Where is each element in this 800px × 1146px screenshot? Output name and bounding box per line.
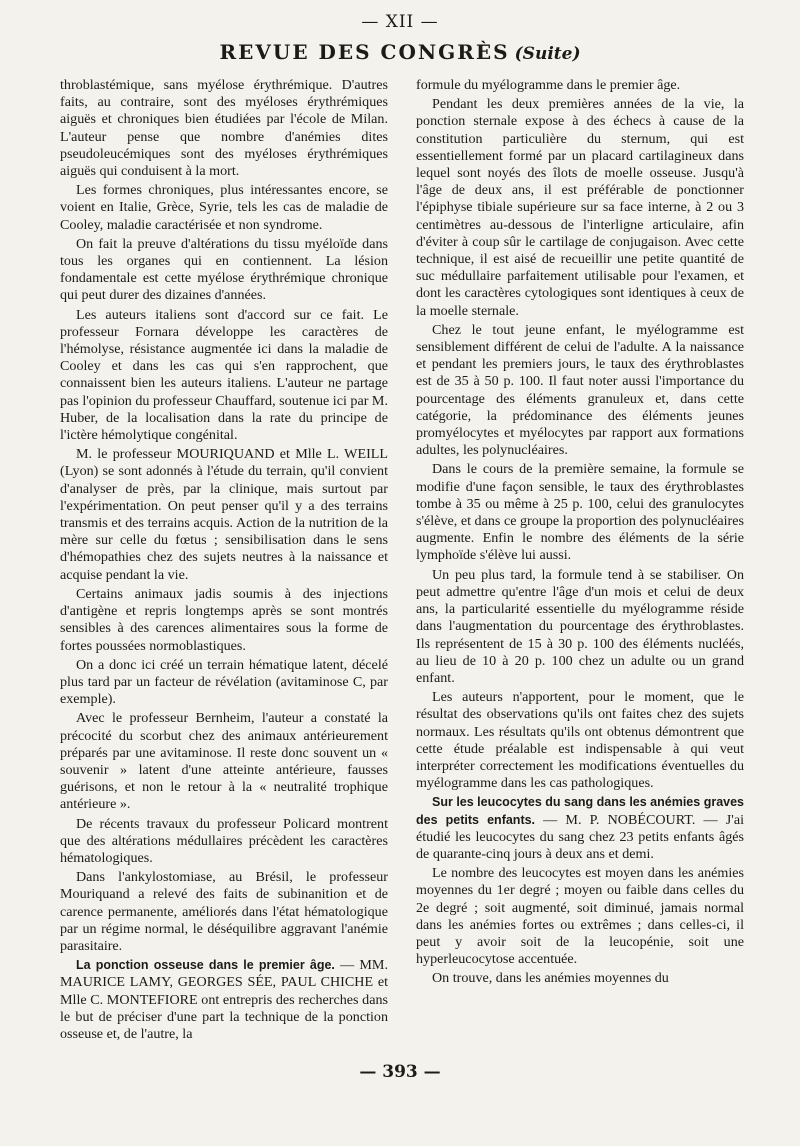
paragraph: Un peu plus tard, la formule tend à se stabiliser. On peut admettre qu'entre l'âge d'un mois et celui de deux ans, la particularité essentielle du myélogramme réside dans l'augmentation du pourcentage des érythroblastes. Ils représentent de 15 à 30 p. 100 des éléments nucléés, au lieu de 10 à 20 p. 100 chez un adulte ou un grand enfant.: [416, 566, 744, 686]
paragraph: Certains animaux jadis soumis à des injections d'antigène et repris longtemps après se sont montrés sensibles à des carences alimentaires sous la forme de fortes poussées normoblastiques.: [60, 585, 388, 654]
paragraph: Dans l'ankylostomiase, au Brésil, le professeur Mouriquand a relevé des faits de subinanition et de carence permanente, améliorés dans l'état hématologique par un régime normal, le déséquilibre aggravant l'anémie parasitaire.: [60, 869, 388, 954]
page-number: — 393 —: [359, 1062, 441, 1082]
paragraph: On a donc ici créé un terrain hématique latent, décelé plus tard par un facteur de révélation (avitaminose C, par exemple).: [60, 656, 388, 708]
paragraph: M. le professeur MOURIQUAND et Mlle L. WEILL (Lyon) se sont adonnés à l'étude du terrain, qu'il convient d'analyser de près, par la clinique, mais surtout par l'expérimentation. On peut penser qu'il y a des terrains transmis et des terrains acquis. Action de la nutrition de la mère sur celle du fœtus ; sensibilisation dans le sens d'hémopathies chez des sujets neutres à la naissance et acquise pendant la vie.: [60, 446, 388, 583]
paragraph: On trouve, dans les anémies moyennes du: [432, 970, 669, 987]
section-paragraph: La ponction osseuse dans le premier âge. — MM. MAURICE LAMY, GEORGES SÉE, PAUL CHICHE et Mlle C. MONTEFIORE ont entrepris des recherches dans le but de préciser d'une part la technique de la ponction osseuse et, de l'autre, la: [60, 957, 388, 1042]
paragraph: Avec le professeur Bernheim, l'auteur a constaté la précocité du scorbut chez des animaux antérieurement préparés par une avitaminose. Il reste donc souvent un « souvenir » latent d'une atteinte antérieure, fausses guérisons, et non le retour à la « neutralité trophique antérieure ».: [60, 710, 388, 813]
paragraph: Le nombre des leucocytes est moyen dans les anémies moyennes du 1er degré ; moyen ou faible dans celles du 2e degré ; soit augmenté, soit diminué, jamais normal dans les anémies fortes ou extrêmes ; dans celles-ci, il peut y avoir soit de la leucopénie, soit une hyperleucocytose accentuée.: [416, 865, 744, 968]
paragraph: formule du myélogramme dans le premier âge.: [416, 77, 681, 93]
paragraph: Les formes chroniques, plus intéressantes encore, se voient en Italie, Grèce, Syrie, tels les cas de maladie de Cooley, maladie caractérisée et non syndrome.: [60, 182, 388, 233]
paragraph: Dans le cours de la première semaine, la formule se modifie d'une façon sensible, le taux des érythroblastes tombe à 35 ou même à 25 p. 100, celui des granulocytes s'élève, et dans ce groupe la proportion des polynucléaires augmente. Enfin le nombre des éléments de la série lymphoïde s'élève lui aussi.: [416, 461, 744, 564]
running-head: [0, 40, 800, 64]
right-column: [416, 77, 744, 990]
paragraph: Les auteurs italiens sont d'accord sur ce fait. Le professeur Fornara développe les caractères de l'hémolyse, résistance augmentée ici dans la maladie de Cooley et dans les cas qui s'en rapprochent, que connaissent bien les auteurs italiens. L'auteur ne partage pas l'opinion du professeur Chauffard, soutenue ici par M. Huber, de la localisation dans la rate du principe de l'ictère hémolytique congénital.: [60, 306, 388, 444]
paragraph: Pendant les deux premières années de la vie, la ponction sternale expose à des échecs à cause de la constitution particulière du sternum, qui est essentiellement formé par un placard cartilagineux dans lequel sont noyés des îlots de moelle osseuse. Jusqu'à l'âge de deux ans, il est préférable de ponctionner l'épiphyse tibiale supérieure sur sa face interne, à 2 ou 3 centimètres au-dessous de l'interligne articulaire, afin d'éviter à coup sûr le cartilage de conjugaison. Avec cette technique, il est aisé de recueillir une petite quantité de suc médullaire parfaitement utilisable pour l'examen, et dont les caractères cytologiques sont identiques à ceux de la moelle sternale.: [416, 96, 744, 319]
left-column: [60, 77, 388, 1045]
section-paragraph: Sur les leucocytes du sang dans les anémies graves des petits enfants. — M. P. NOBÉCOURT. — J'ai étudié les leucocytes du sang chez 23 petits enfants âgés de quarante-cinq jours à deux ans et demi.: [416, 795, 744, 862]
paragraph: Les auteurs n'apportent, pour le moment, que le résultat des observations qu'ils ont faites chez des sujets normaux. Les résultats qu'ils ont obtenus démontrent que cette étude préalable est indispensable à qui veut interpréter correctement les modifications éventuelles du myélogramme dans les cas pathologiques.: [416, 689, 744, 792]
paragraph: throblastémique, sans myélose érythrémique. D'autres faits, au contraire, sont des myéloses érythrémiques aiguës et chroniques bien étudiées par l'école de Milan. L'auteur pense que nombre d'anémies dites pseudoleucémiques sont des myéloses érythrémiques aiguës qui conduisent à la mort.: [60, 77, 388, 180]
paragraph: De récents travaux du professeur Policard montrent que des altérations médullaires précèdent les caractères hématologiques.: [60, 815, 388, 866]
running-head-title: REVUE DES CONGRÈS: [219, 40, 510, 64]
paragraph: On fait la preuve d'altérations du tissu myéloïde dans tous les organes qui en contiennent. La lésion fondamentale est cette myélose érythrémique chronique qui peut durer des dizaines d'années.: [60, 235, 388, 304]
page-roman-numeral: — XII —: [361, 12, 439, 32]
paragraph: Chez le tout jeune enfant, le myélogramme est sensiblement différent de celui de l'adulte. A la naissance et pendant les premiers jours, le taux des érythroblastes est de 35 à 50 p. 100. Il faut noter aussi l'importance du pourcentage des éléments granuleux et, dans cette catégorie, la prédominance des éléments jeunes promyélocytes et myélocytes par rapport aux formations adultes, les polynucléaires.: [416, 321, 744, 459]
running-head-suite: (Suite): [514, 44, 581, 64]
